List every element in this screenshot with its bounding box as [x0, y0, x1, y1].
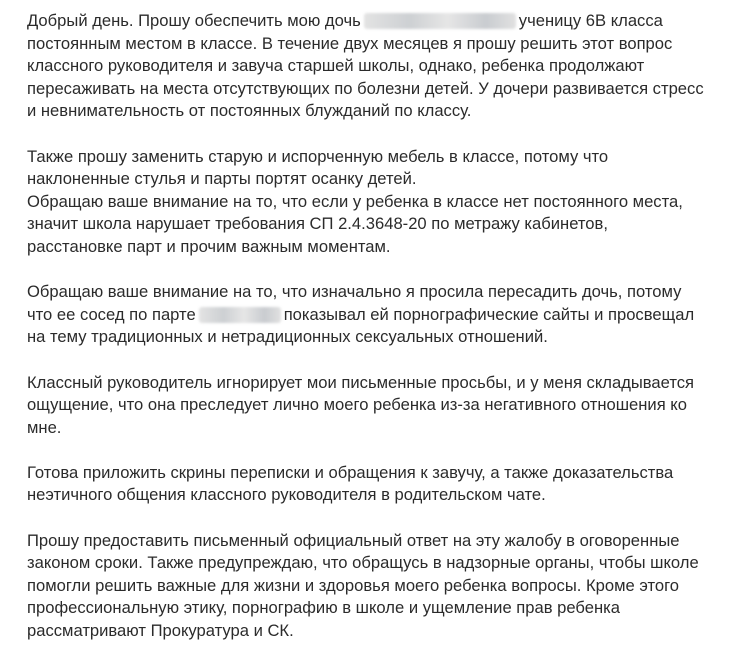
- text-line: неэтичного общения классного руководителя в родительском чате.: [27, 485, 546, 505]
- text-line: рассматривают Прокуратура и СК.: [27, 621, 294, 641]
- text-line: Классный руководитель игнорирует мои письменные просьбы, и у меня складывается: [27, 372, 695, 392]
- letter-body: [27, 10, 742, 643]
- text-line: пересаживать на места отсутствующих по болезни детей. У дочери развивается стресс: [27, 78, 704, 98]
- text-segment: ученицу 6В класса: [518, 11, 663, 30]
- text-line: наклоненные стулья и парты портят осанку детей.: [27, 169, 417, 189]
- text-line: Прошу предоставить письменный официальный ответ на эту жалобу в оговоренные: [27, 530, 680, 550]
- paragraph: [27, 372, 742, 440]
- text-line: ощущение, что она преследует лично моего ребенка из-за негативного отношения ко: [27, 395, 687, 415]
- text-segment: Добрый день. Прошу обеспечить мою дочь: [27, 11, 361, 30]
- text-segment: показывал ей порнографические сайты и просвещал: [283, 304, 695, 324]
- text-line: [27, 10, 742, 33]
- redacted-name-blur: [364, 13, 516, 29]
- text-line: Обращаю ваше внимание на то, что изначально я просила пересадить дочь, потому: [27, 282, 682, 302]
- text-line: расстановке парт и прочим важным моментам.: [27, 236, 391, 256]
- text-line: мне.: [27, 417, 62, 437]
- text-line: и невнимательность от постоянных блужданий по классу.: [27, 101, 472, 121]
- text-line: профессиональную этику, порнографию в школе и ущемление прав ребенка: [27, 598, 620, 618]
- text-line: [27, 304, 742, 327]
- text-line: Обращаю ваше внимание на то, что если у ребенка в классе нет постоянного места,: [27, 191, 683, 211]
- text-segment: что ее сосед по парте: [27, 304, 196, 324]
- paragraph: [27, 281, 742, 349]
- text-line: значит школа нарушает требования СП 2.4.3648-20 по метражу кабинетов,: [27, 214, 608, 234]
- paragraph: [27, 462, 742, 507]
- text-line: на тему традиционных и нетрадиционных сексуальных отношений.: [27, 327, 548, 347]
- paragraph: [27, 10, 742, 123]
- text-line: постоянным местом в классе. В течение двух месяцев я прошу решить этот вопрос: [27, 33, 673, 53]
- text-line: Также прошу заменить старую и испорченную мебель в классе, потому что: [27, 146, 609, 166]
- redacted-neighbor-blur: [199, 307, 281, 323]
- complaint-letter: [27, 10, 742, 665]
- text-line: помогли решить важные для жизни и здоровья моего ребенка вопросы. Кроме этого: [27, 575, 680, 595]
- text-line: Готова приложить скрины переписки и обращения к завучу, а также доказательства: [27, 462, 674, 482]
- paragraph: [27, 146, 742, 259]
- paragraph: [27, 530, 742, 643]
- text-line: законом сроки. Также предупреждаю, что обращусь в надзорные органы, чтобы школе: [27, 553, 699, 573]
- text-line: классного руководителя и завуча старшей школы, однако, ребенка продолжают: [27, 56, 645, 76]
